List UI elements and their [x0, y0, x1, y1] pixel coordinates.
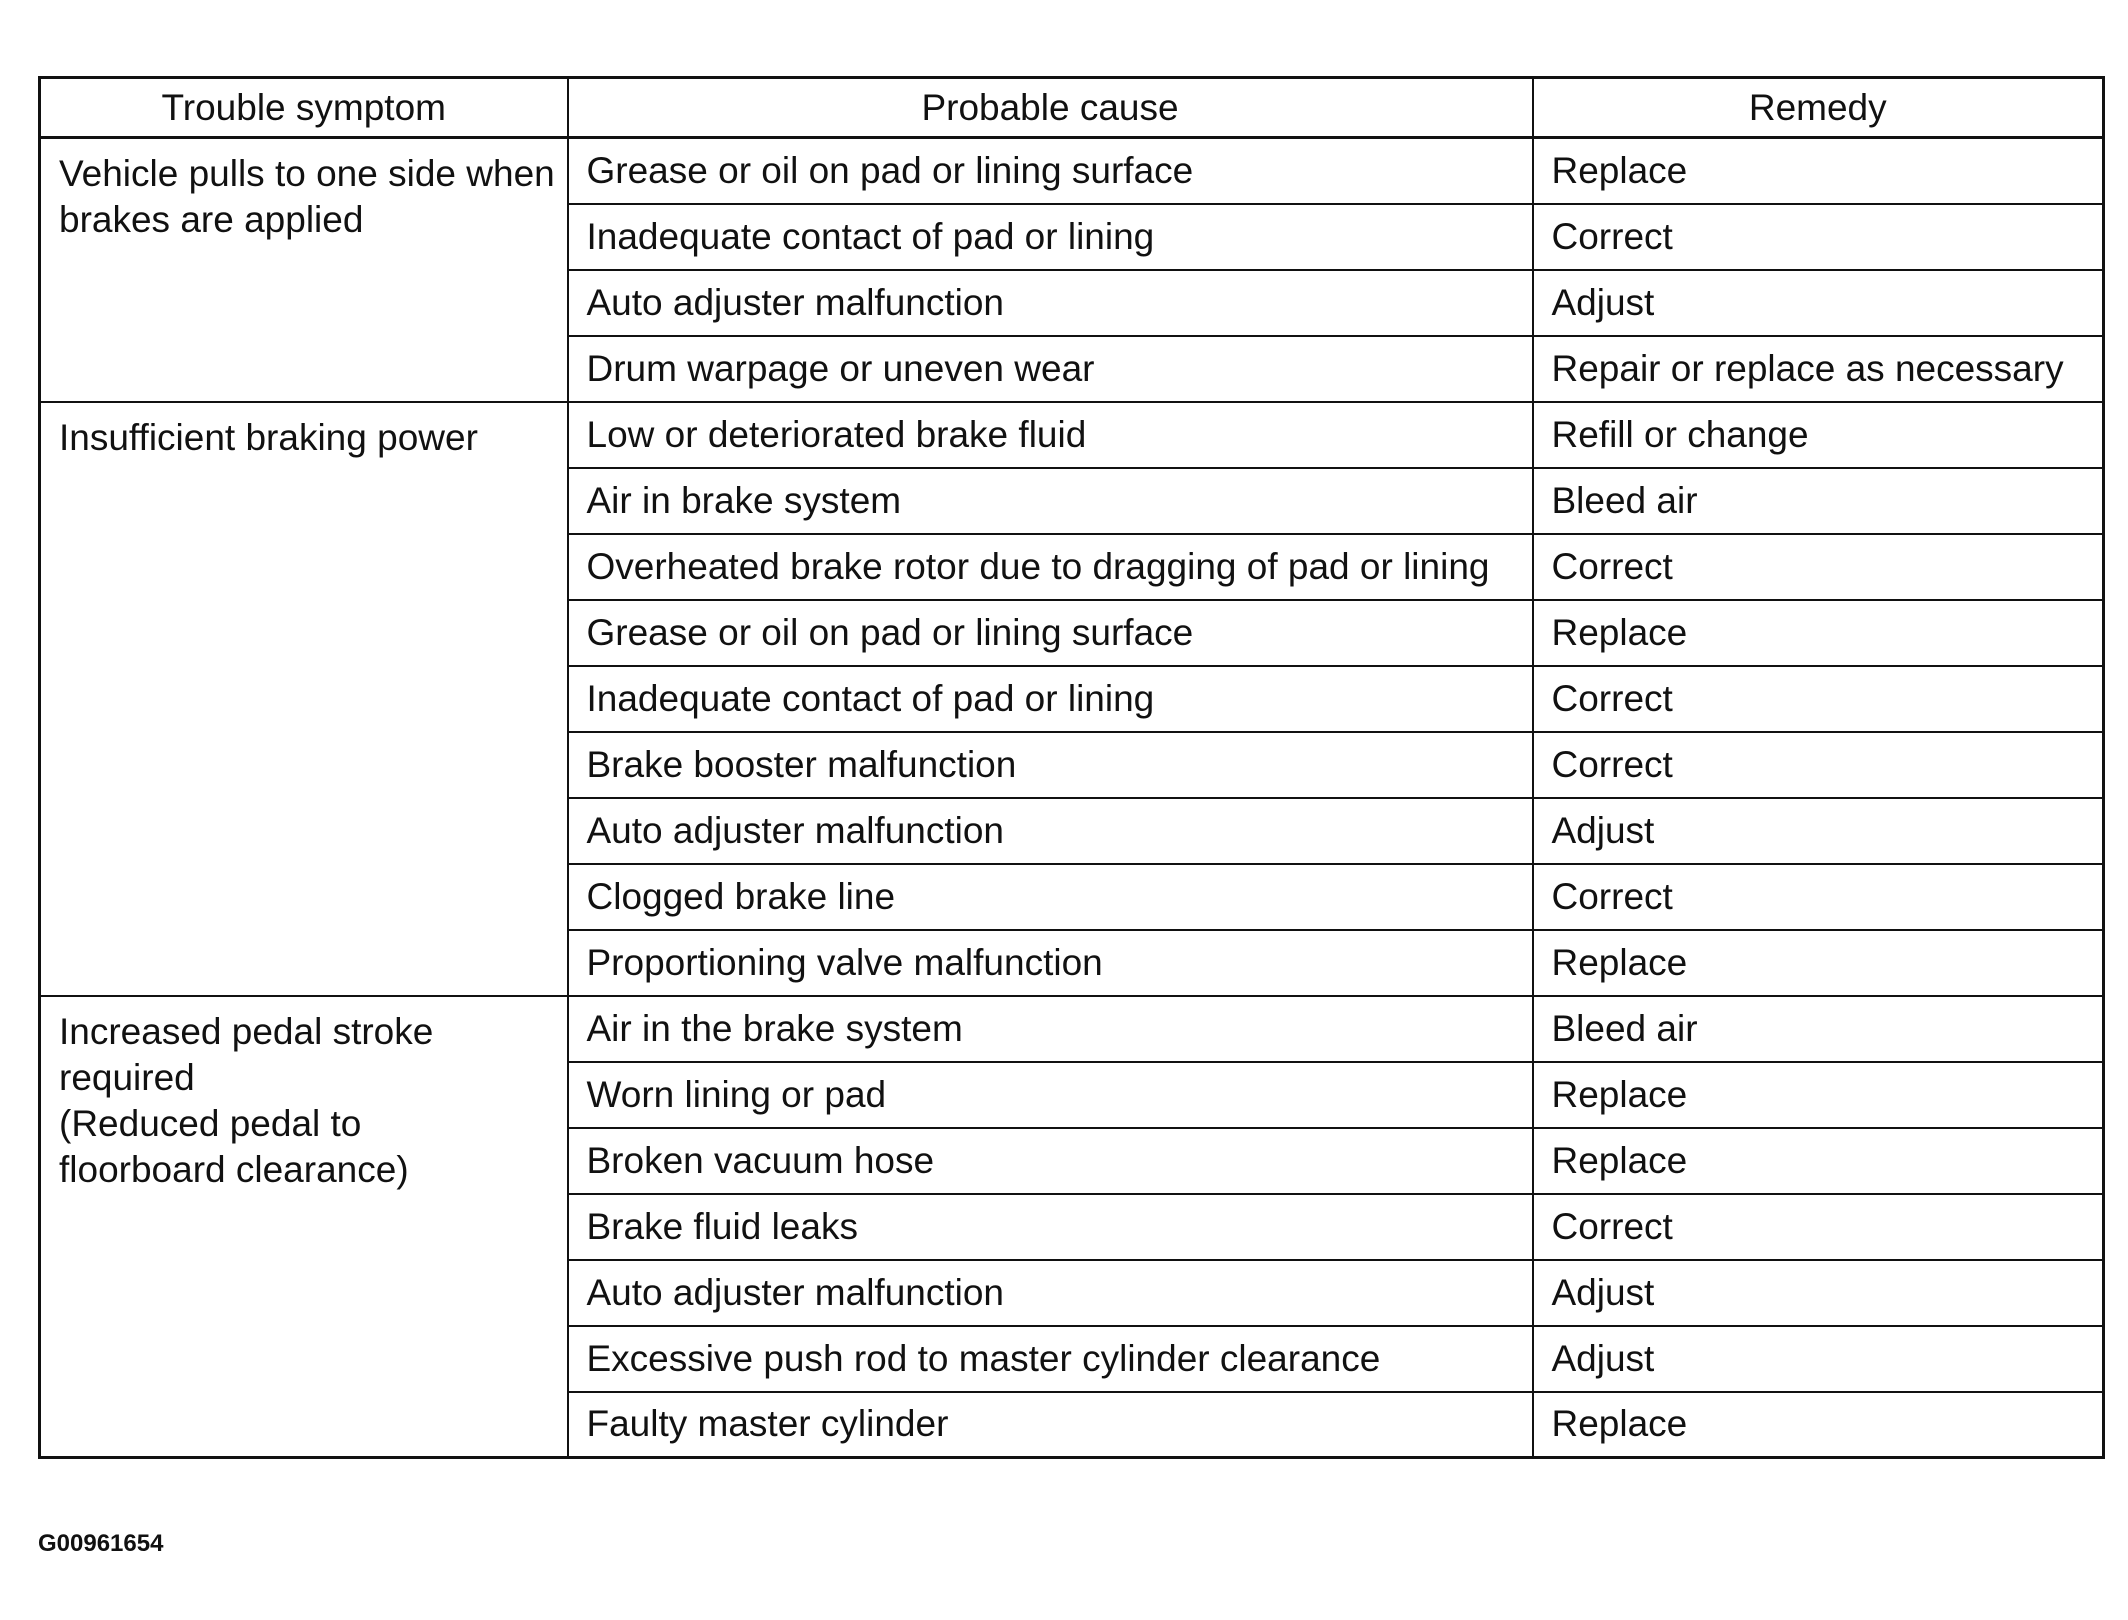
table-row — [40, 402, 2104, 468]
remedy-cell: Replace — [1533, 1062, 2104, 1128]
remedy-cell: Bleed air — [1533, 996, 2104, 1062]
trouble-symptom-line: required — [59, 1056, 195, 1098]
remedy-cell: Replace — [1533, 1128, 2104, 1194]
probable-cause-cell: Auto adjuster malfunction — [568, 270, 1533, 336]
trouble-symptom-cell: Insufficient braking power — [40, 402, 568, 996]
trouble-symptom-cell — [40, 996, 568, 1458]
probable-cause-cell: Inadequate contact of pad or lining — [568, 666, 1533, 732]
remedy-cell: Correct — [1533, 864, 2104, 930]
table-body — [40, 138, 2104, 1458]
probable-cause-cell: Inadequate contact of pad or lining — [568, 204, 1533, 270]
header-remedy: Remedy — [1533, 78, 2104, 138]
remedy-cell: Repair or replace as necessary — [1533, 336, 2104, 402]
trouble-symptom-line: (Reduced pedal to — [59, 1102, 362, 1144]
remedy-cell: Replace — [1533, 138, 2104, 204]
trouble-symptom-cell: Vehicle pulls to one side when brakes are applied — [40, 138, 568, 402]
probable-cause-cell: Air in the brake system — [568, 996, 1533, 1062]
table-header-row — [40, 78, 2104, 138]
probable-cause-cell: Worn lining or pad — [568, 1062, 1533, 1128]
probable-cause-cell: Overheated brake rotor due to dragging of pad or lining — [568, 534, 1533, 600]
trouble-symptom-line: Increased pedal stroke — [59, 1010, 434, 1052]
table-row — [40, 138, 2104, 204]
remedy-cell: Correct — [1533, 666, 2104, 732]
probable-cause-cell: Auto adjuster malfunction — [568, 798, 1533, 864]
probable-cause-cell: Brake booster malfunction — [568, 732, 1533, 798]
remedy-cell: Adjust — [1533, 798, 2104, 864]
table-row — [40, 996, 2104, 1062]
remedy-cell: Replace — [1533, 1392, 2104, 1458]
probable-cause-cell: Low or deteriorated brake fluid — [568, 402, 1533, 468]
remedy-cell: Bleed air — [1533, 468, 2104, 534]
probable-cause-cell: Grease or oil on pad or lining surface — [568, 600, 1533, 666]
remedy-cell: Adjust — [1533, 1326, 2104, 1392]
troubleshooting-table — [38, 76, 2105, 1459]
remedy-cell: Adjust — [1533, 270, 2104, 336]
probable-cause-cell: Drum warpage or uneven wear — [568, 336, 1533, 402]
probable-cause-cell: Air in brake system — [568, 468, 1533, 534]
remedy-cell: Replace — [1533, 930, 2104, 996]
trouble-symptom-line: floorboard clearance) — [59, 1148, 409, 1190]
probable-cause-cell: Auto adjuster malfunction — [568, 1260, 1533, 1326]
probable-cause-cell: Proportioning valve malfunction — [568, 930, 1533, 996]
remedy-cell: Replace — [1533, 600, 2104, 666]
remedy-cell: Refill or change — [1533, 402, 2104, 468]
header-trouble-symptom: Trouble symptom — [40, 78, 568, 138]
remedy-cell: Correct — [1533, 732, 2104, 798]
remedy-cell: Correct — [1533, 534, 2104, 600]
probable-cause-cell: Brake fluid leaks — [568, 1194, 1533, 1260]
figure-id: G00961654 — [38, 1530, 164, 1557]
remedy-cell: Adjust — [1533, 1260, 2104, 1326]
probable-cause-cell: Clogged brake line — [568, 864, 1533, 930]
probable-cause-cell: Grease or oil on pad or lining surface — [568, 138, 1533, 204]
remedy-cell: Correct — [1533, 204, 2104, 270]
remedy-cell: Correct — [1533, 1194, 2104, 1260]
probable-cause-cell: Faulty master cylinder — [568, 1392, 1533, 1458]
probable-cause-cell: Excessive push rod to master cylinder clearance — [568, 1326, 1533, 1392]
probable-cause-cell: Broken vacuum hose — [568, 1128, 1533, 1194]
header-probable-cause: Probable cause — [568, 78, 1533, 138]
